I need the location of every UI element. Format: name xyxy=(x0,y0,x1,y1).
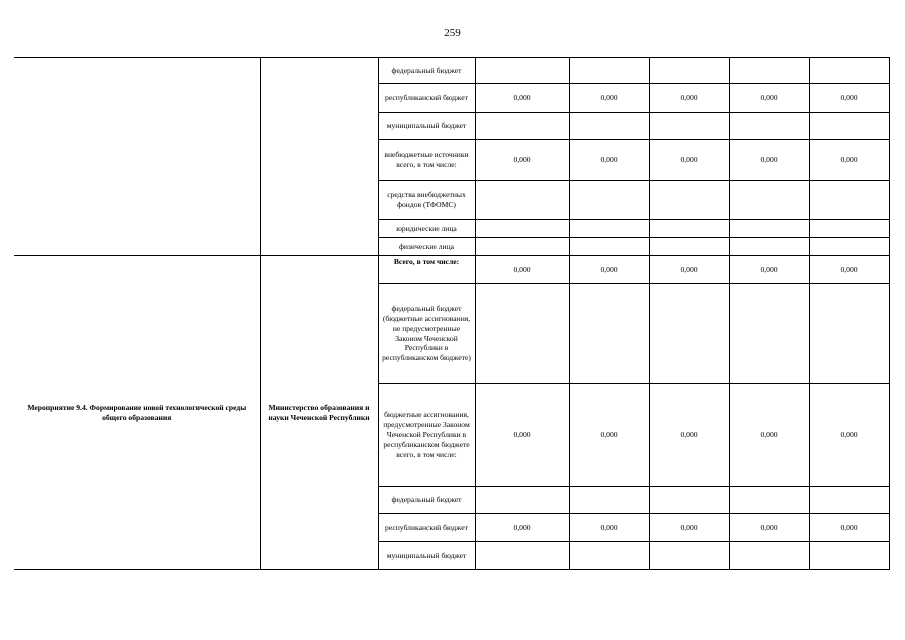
value-cell: 0,000 xyxy=(809,140,889,181)
value-cell xyxy=(475,284,569,384)
value-cell xyxy=(729,487,809,514)
value-cell xyxy=(649,58,729,84)
value-cell: 0,000 xyxy=(809,256,889,284)
value-cell xyxy=(809,113,889,140)
value-cell xyxy=(475,238,569,256)
value-cell: 0,000 xyxy=(649,384,729,487)
value-cell: 0,000 xyxy=(729,514,809,542)
funding-source-cell: муниципальный бюджет xyxy=(378,542,475,570)
value-cell xyxy=(809,284,889,384)
value-cell xyxy=(649,113,729,140)
funding-source-cell: муниципальный бюджет xyxy=(378,113,475,140)
value-cell: 0,000 xyxy=(729,256,809,284)
value-cell: 0,000 xyxy=(569,84,649,113)
value-cell: 0,000 xyxy=(569,514,649,542)
table-row xyxy=(14,58,889,84)
value-cell xyxy=(729,181,809,220)
value-cell xyxy=(569,284,649,384)
value-cell: 0,000 xyxy=(649,84,729,113)
executor-cell xyxy=(260,58,378,256)
value-cell xyxy=(649,238,729,256)
value-cell xyxy=(649,542,729,570)
funding-source-cell: физические лица xyxy=(378,238,475,256)
value-cell: 0,000 xyxy=(649,140,729,181)
value-cell: 0,000 xyxy=(729,140,809,181)
value-cell: 0,000 xyxy=(475,514,569,542)
value-cell: 0,000 xyxy=(809,514,889,542)
value-cell: 0,000 xyxy=(729,384,809,487)
value-cell: 0,000 xyxy=(475,84,569,113)
funding-source-cell: республиканский бюджет xyxy=(378,514,475,542)
value-cell xyxy=(809,238,889,256)
table-row xyxy=(14,256,889,284)
value-cell xyxy=(729,284,809,384)
funding-source-cell: средства внебюджетных фондов (ТФОМС) xyxy=(378,181,475,220)
funding-source-cell: федеральный бюджет (бюджетные ассигнования, не предусмотренные Законом Чеченской Республики в республиканском бюджете) xyxy=(378,284,475,384)
value-cell: 0,000 xyxy=(809,84,889,113)
funding-source-cell: Всего, в том числе: xyxy=(378,256,475,284)
value-cell xyxy=(809,181,889,220)
value-cell xyxy=(569,542,649,570)
value-cell xyxy=(649,181,729,220)
value-cell xyxy=(729,542,809,570)
value-cell xyxy=(569,58,649,84)
value-cell: 0,000 xyxy=(569,384,649,487)
value-cell xyxy=(569,113,649,140)
page-number: 259 xyxy=(444,27,461,39)
funding-source-cell: федеральный бюджет xyxy=(378,487,475,514)
value-cell: 0,000 xyxy=(809,384,889,487)
value-cell xyxy=(809,220,889,238)
value-cell xyxy=(475,542,569,570)
budget-table xyxy=(14,57,890,570)
event-name-cell: Мероприятие 9.4. Формирование новой технологической среды общего образования xyxy=(14,256,260,570)
value-cell: 0,000 xyxy=(649,514,729,542)
value-cell xyxy=(809,58,889,84)
value-cell xyxy=(475,58,569,84)
value-cell xyxy=(729,238,809,256)
funding-source-cell: федеральный бюджет xyxy=(378,58,475,84)
value-cell xyxy=(569,181,649,220)
value-cell: 0,000 xyxy=(649,256,729,284)
value-cell xyxy=(809,542,889,570)
value-cell xyxy=(569,487,649,514)
value-cell xyxy=(649,284,729,384)
event-name-cell xyxy=(14,58,260,256)
value-cell xyxy=(729,58,809,84)
value-cell xyxy=(729,113,809,140)
value-cell: 0,000 xyxy=(569,256,649,284)
value-cell xyxy=(809,487,889,514)
funding-source-cell: юридические лица xyxy=(378,220,475,238)
value-cell: 0,000 xyxy=(475,256,569,284)
value-cell: 0,000 xyxy=(475,384,569,487)
value-cell xyxy=(569,238,649,256)
funding-source-cell: республиканский бюджет xyxy=(378,84,475,113)
value-cell xyxy=(475,113,569,140)
value-cell xyxy=(729,220,809,238)
value-cell: 0,000 xyxy=(569,140,649,181)
value-cell xyxy=(475,487,569,514)
executor-cell: Министерство образования и науки Чеченской Республики xyxy=(260,256,378,570)
value-cell xyxy=(649,487,729,514)
value-cell xyxy=(475,220,569,238)
funding-source-cell: бюджетные ассигнования, предусмотренные Законом Чеченской Республики в республиканском бюджете всего, в том числе: xyxy=(378,384,475,487)
value-cell xyxy=(475,181,569,220)
funding-source-cell: внебюджетные источники всего, в том числе: xyxy=(378,140,475,181)
value-cell: 0,000 xyxy=(475,140,569,181)
value-cell: 0,000 xyxy=(729,84,809,113)
value-cell xyxy=(569,220,649,238)
value-cell xyxy=(649,220,729,238)
